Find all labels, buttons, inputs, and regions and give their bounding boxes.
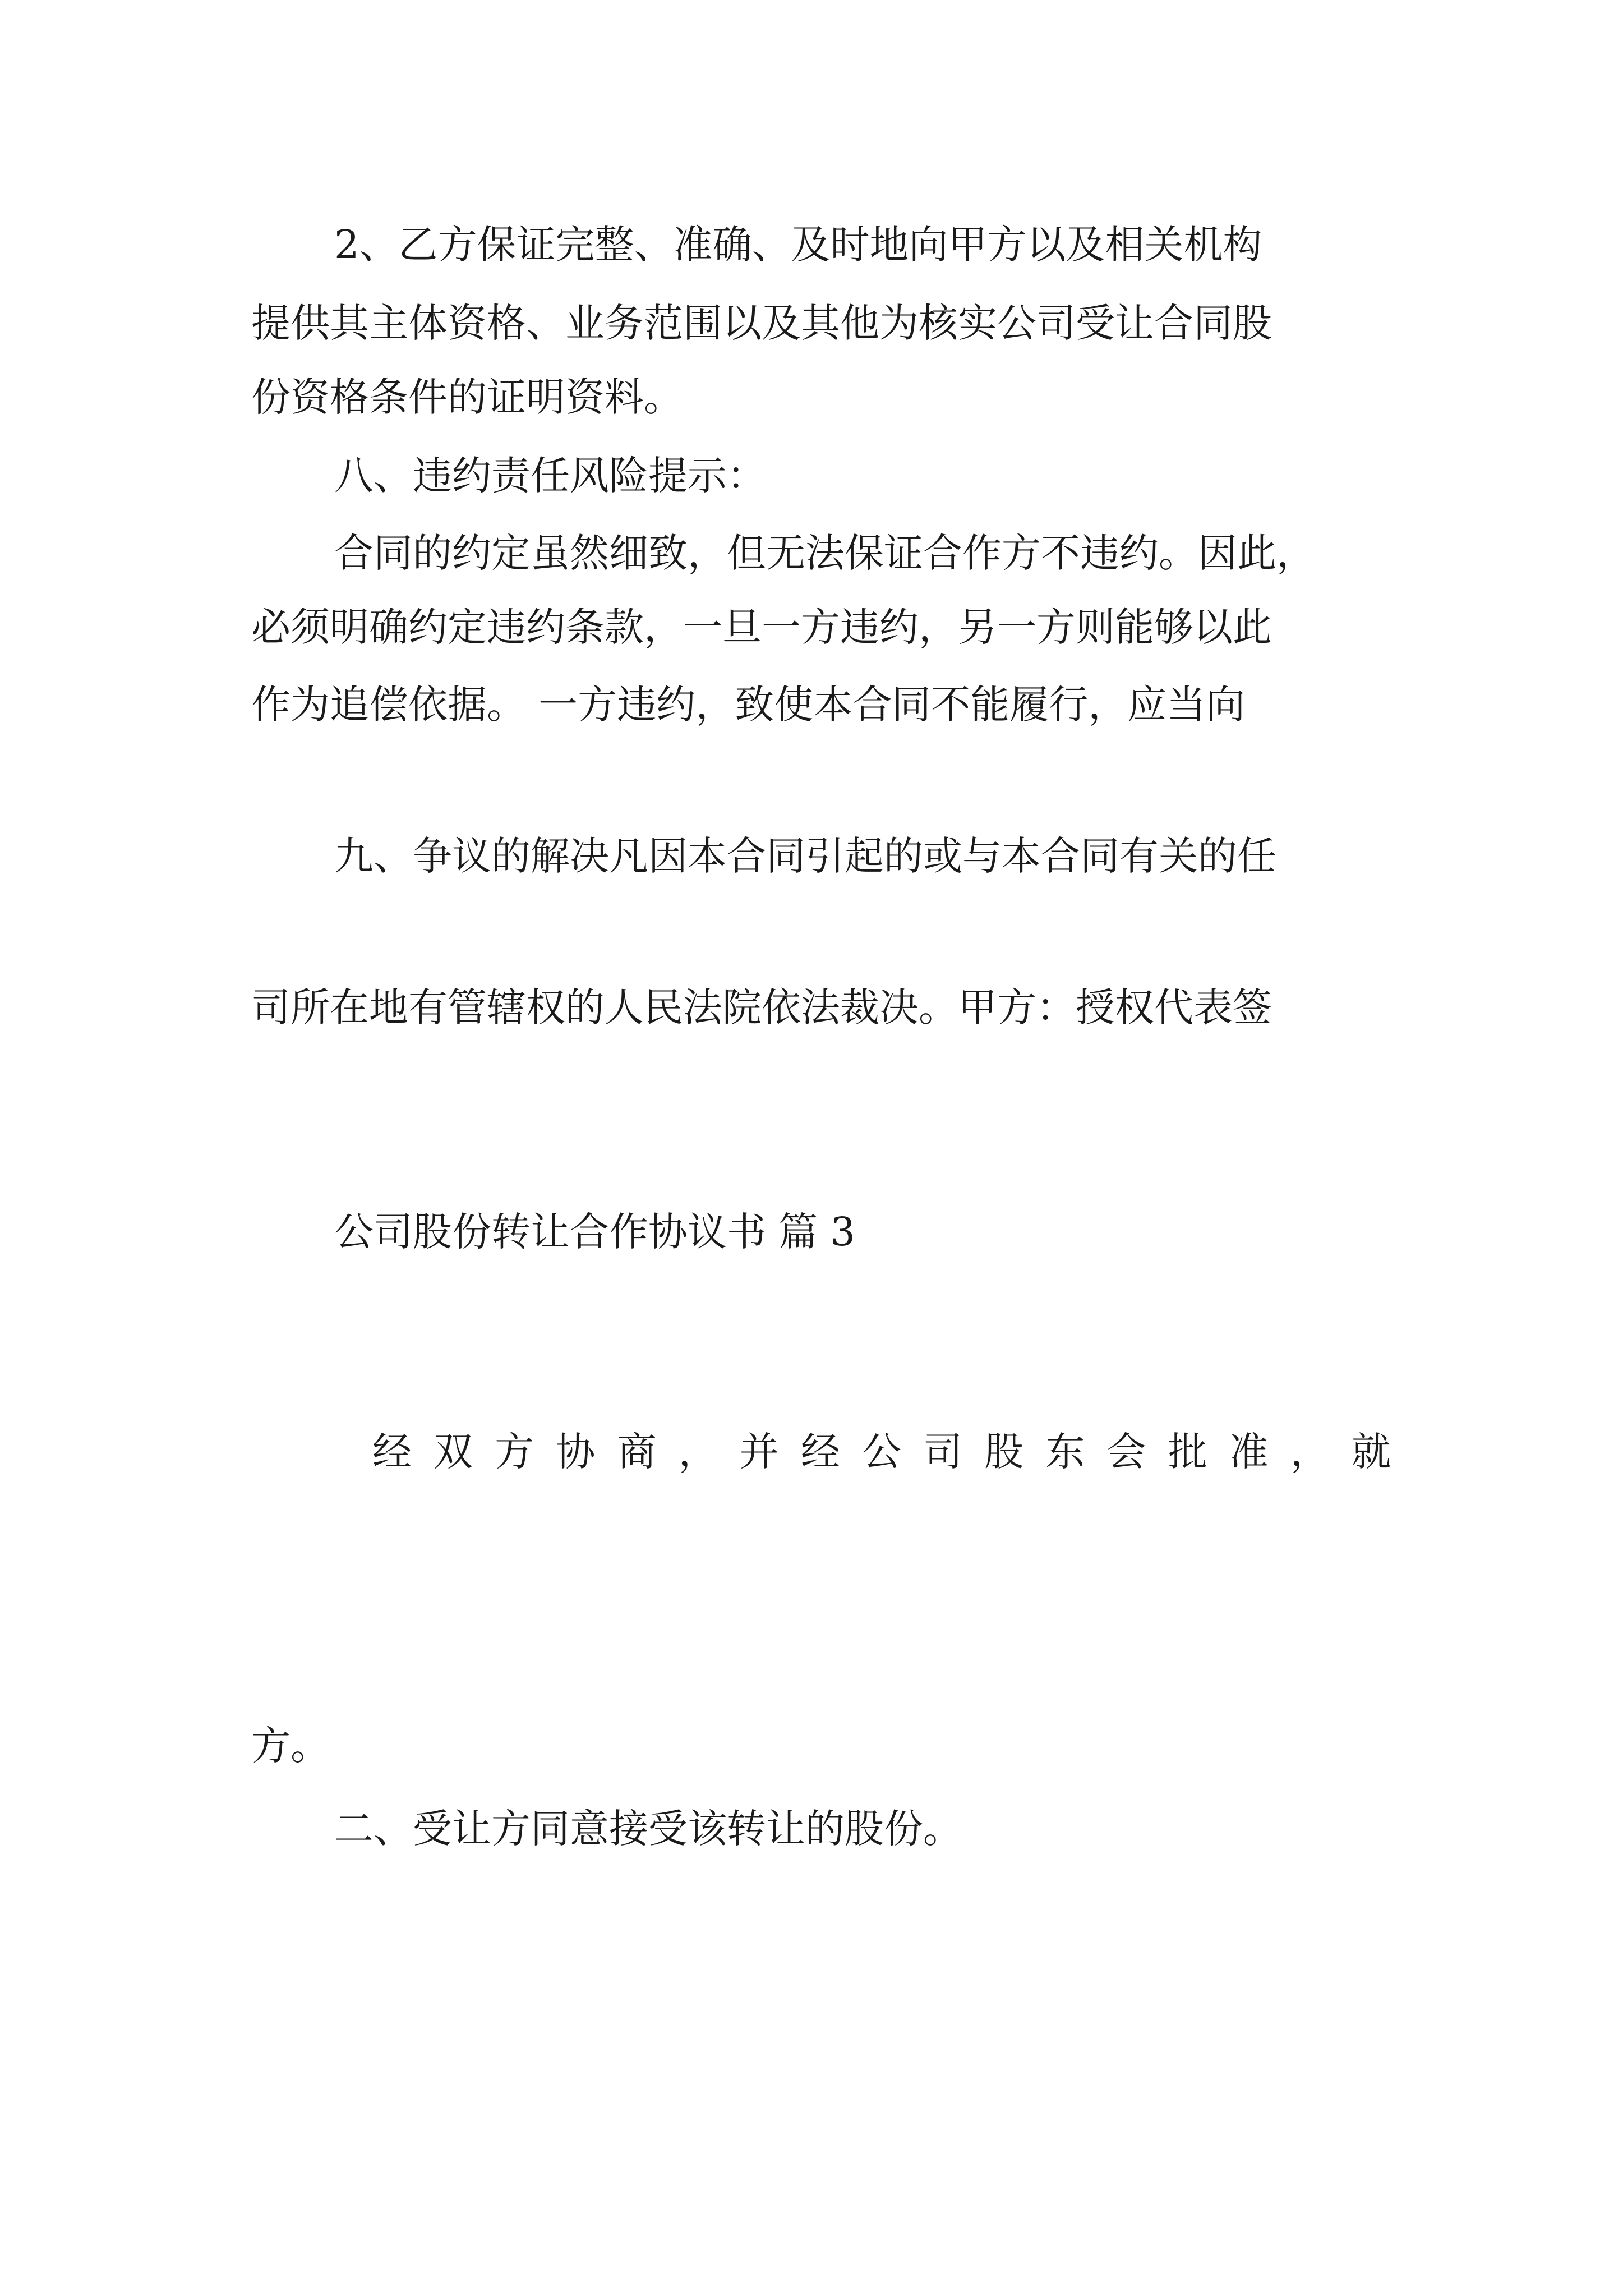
section-8-line-2: 必须明确约定违约条款，一旦一方违约，另一方则能够以此 <box>251 604 1272 650</box>
section-9-line-5 <box>251 1120 1373 1196</box>
clause-1-line-1 <box>334 1559 1456 1636</box>
section-9-line-1: 九、争议的解决凡因本合同引起的或与本合同有关的任 <box>334 833 1276 879</box>
section-8-heading: 八、违约责任风险提示： <box>334 453 766 499</box>
clause-2: 二、受让方同意接受该转让的股份。 <box>334 1806 962 1852</box>
transferor-line <box>334 1269 1456 1345</box>
para-2-line-1: 2、乙方保证完整、准确、及时地向甲方以及相关机构 <box>334 222 1262 268</box>
clause-1-line-2 <box>251 1634 1373 1710</box>
section-8-line-3: 作为追偿依据。 一方违约，致使本合同不能履行，应当向 <box>251 682 1246 728</box>
clause-3-line-2 <box>251 1941 1373 2017</box>
transferee-line <box>334 1342 1456 1418</box>
section-9-line-4 <box>251 1045 1373 1121</box>
intro-line-1: 经双方协商，并经公司股东会批准，就 <box>372 1429 1391 1475</box>
section-9-line-2 <box>251 894 1373 970</box>
clause-3-line-1 <box>334 1868 1456 1944</box>
section-9-line-3: 司所在地有管辖权的人民法院依法裁决。甲方：授权代表签 <box>251 984 1272 1030</box>
para-2-line-3: 份资格条件的证明资料。 <box>251 374 683 420</box>
section-8-line-4 <box>251 740 1373 817</box>
section-8-line-1: 合同的约定虽然细致，但无法保证合作方不违约。因此， <box>334 530 1316 576</box>
agreement-3-title: 公司股份转让合作协议书 篇 3 <box>334 1209 856 1255</box>
para-2-line-2: 提供其主体资格、业务范围以及其他为核实公司受让合同股 <box>251 300 1272 346</box>
intro-line-2 <box>251 1487 1373 1563</box>
clause-1-line-3: 方。 <box>251 1723 330 1769</box>
